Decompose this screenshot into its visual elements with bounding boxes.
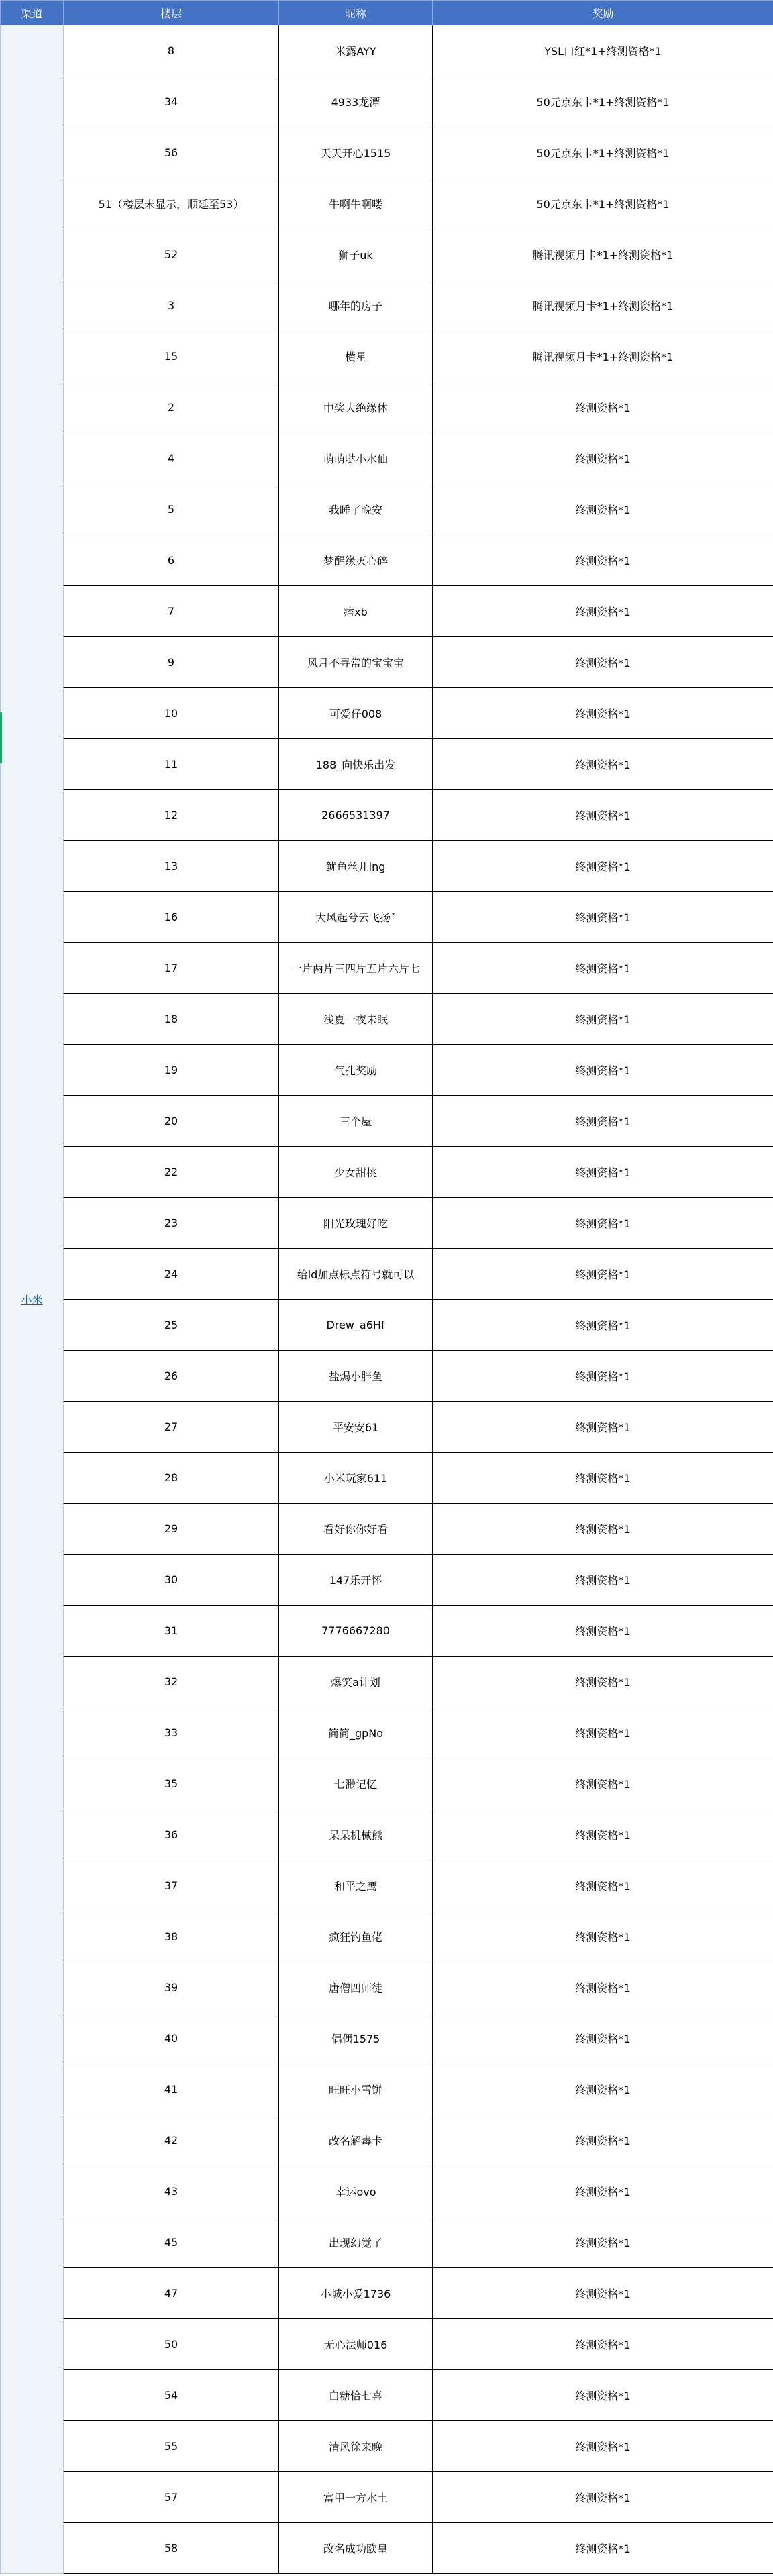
table-row	[1, 1300, 773, 1351]
reward-cell: 50元京东卡*1+终测资格*1	[433, 76, 773, 127]
floor-cell: 4	[64, 433, 279, 484]
channel-link[interactable]: 小米	[1, 25, 64, 2574]
floor-cell: 22	[64, 1147, 279, 1198]
table-row	[1, 1606, 773, 1657]
nickname-cell: 梦醒缘灭心碎	[279, 535, 433, 586]
nickname-cell: 和平之鹰	[279, 1860, 433, 1911]
reward-cell: 终测资格*1	[433, 1860, 773, 1911]
reward-cell: 终测资格*1	[433, 841, 773, 892]
nickname-cell: 4933龙潭	[279, 76, 433, 127]
floor-cell: 31	[64, 1606, 279, 1657]
header-reward: 奖励	[433, 1, 773, 25]
nickname-cell: 少女甜桃	[279, 1147, 433, 1198]
reward-cell: 终测资格*1	[433, 2472, 773, 2523]
nickname-cell: 哪年的房子	[279, 280, 433, 331]
floor-cell: 7	[64, 586, 279, 637]
floor-cell: 47	[64, 2268, 279, 2319]
table-row	[1, 331, 773, 382]
table-row	[1, 1860, 773, 1911]
table-row	[1, 1707, 773, 1758]
nickname-cell: 风月不寻常的宝宝宝	[279, 637, 433, 688]
floor-cell: 30	[64, 1555, 279, 1606]
nickname-cell: 呆呆机械熊	[279, 1809, 433, 1860]
table-row	[1, 1911, 773, 1962]
floor-cell: 27	[64, 1402, 279, 1453]
nickname-cell: 鱿鱼丝儿ing	[279, 841, 433, 892]
floor-cell: 42	[64, 2115, 279, 2166]
nickname-cell: 大风起兮云飞扬ˇ	[279, 892, 433, 943]
nickname-cell: 唐僧四师徒	[279, 1962, 433, 2013]
nickname-cell: 改名成功欧皇	[279, 2523, 433, 2574]
floor-cell: 28	[64, 1453, 279, 1504]
table-row	[1, 688, 773, 739]
floor-cell: 37	[64, 1860, 279, 1911]
reward-cell: 50元京东卡*1+终测资格*1	[433, 178, 773, 229]
floor-cell: 9	[64, 637, 279, 688]
nickname-cell: 浅夏一夜未眠	[279, 994, 433, 1045]
selection-marker	[0, 712, 2, 763]
nickname-cell: 米露AYY	[279, 25, 433, 76]
floor-cell: 19	[64, 1045, 279, 1096]
header-nickname: 昵称	[279, 1, 433, 25]
nickname-cell: 七渺记忆	[279, 1758, 433, 1809]
reward-cell: 终测资格*1	[433, 2013, 773, 2064]
nickname-cell: 188_向快乐出发	[279, 739, 433, 790]
table-row	[1, 637, 773, 688]
reward-cell: 终测资格*1	[433, 484, 773, 535]
nickname-cell: 出现幻觉了	[279, 2217, 433, 2268]
nickname-cell: 中奖大绝缘体	[279, 382, 433, 433]
floor-cell: 43	[64, 2166, 279, 2217]
nickname-cell: 一片两片三四片五片六片七	[279, 943, 433, 994]
floor-cell: 52	[64, 229, 279, 280]
nickname-cell: 狮子uk	[279, 229, 433, 280]
floor-cell: 38	[64, 1911, 279, 1962]
reward-cell: 终测资格*1	[433, 2370, 773, 2421]
reward-cell: 终测资格*1	[433, 2064, 773, 2115]
table-row	[1, 484, 773, 535]
reward-cell: 终测资格*1	[433, 1555, 773, 1606]
reward-cell: 终测资格*1	[433, 1249, 773, 1300]
reward-cell: YSL口红*1+终测资格*1	[433, 25, 773, 76]
reward-cell: 终测资格*1	[433, 1911, 773, 1962]
nickname-cell: 盐焗小胖鱼	[279, 1351, 433, 1402]
floor-cell: 24	[64, 1249, 279, 1300]
reward-cell: 终测资格*1	[433, 1809, 773, 1860]
nickname-cell: 痞xb	[279, 586, 433, 637]
table-row	[1, 2115, 773, 2166]
reward-cell: 终测资格*1	[433, 943, 773, 994]
floor-cell: 56	[64, 127, 279, 178]
reward-cell: 终测资格*1	[433, 1096, 773, 1147]
reward-cell: 终测资格*1	[433, 1707, 773, 1758]
table-row	[1, 1147, 773, 1198]
table-row	[1, 2523, 773, 2574]
nickname-cell: 小米玩家611	[279, 1453, 433, 1504]
table-row	[1, 1453, 773, 1504]
reward-cell: 终测资格*1	[433, 2115, 773, 2166]
table-row	[1, 25, 773, 76]
table-row	[1, 382, 773, 433]
table-row	[1, 2421, 773, 2472]
table-row	[1, 943, 773, 994]
table-row	[1, 2472, 773, 2523]
nickname-cell: 三个屋	[279, 1096, 433, 1147]
table-row	[1, 1249, 773, 1300]
nickname-cell: 小城小爱1736	[279, 2268, 433, 2319]
reward-cell: 终测资格*1	[433, 790, 773, 841]
reward-cell: 终测资格*1	[433, 1045, 773, 1096]
nickname-cell: 清风徐来晚	[279, 2421, 433, 2472]
nickname-cell: 天天开心1515	[279, 127, 433, 178]
nickname-cell: 147乐开怀	[279, 1555, 433, 1606]
table-row	[1, 2217, 773, 2268]
reward-cell: 终测资格*1	[433, 1453, 773, 1504]
table-row	[1, 280, 773, 331]
table-row	[1, 229, 773, 280]
table-row	[1, 433, 773, 484]
header-row	[1, 1, 773, 25]
floor-cell: 45	[64, 2217, 279, 2268]
floor-cell: 23	[64, 1198, 279, 1249]
table-row	[1, 1096, 773, 1147]
floor-cell: 10	[64, 688, 279, 739]
floor-cell: 40	[64, 2013, 279, 2064]
floor-cell: 20	[64, 1096, 279, 1147]
reward-cell: 腾讯视频月卡*1+终测资格*1	[433, 229, 773, 280]
reward-cell: 终测资格*1	[433, 1606, 773, 1657]
reward-cell: 终测资格*1	[433, 2217, 773, 2268]
reward-cell: 终测资格*1	[433, 586, 773, 637]
reward-cell: 终测资格*1	[433, 382, 773, 433]
nickname-cell: 7776667280	[279, 1606, 433, 1657]
nickname-cell: 富甲一方水土	[279, 2472, 433, 2523]
table-row	[1, 892, 773, 943]
reward-cell: 终测资格*1	[433, 2166, 773, 2217]
nickname-cell: 爆笑a计划	[279, 1657, 433, 1707]
reward-cell: 终测资格*1	[433, 433, 773, 484]
table-row	[1, 1809, 773, 1860]
nickname-cell: 无心法师016	[279, 2319, 433, 2370]
table-row	[1, 2013, 773, 2064]
header-floor: 楼层	[64, 1, 279, 25]
nickname-cell: 疯狂钓鱼佬	[279, 1911, 433, 1962]
table-row	[1, 1198, 773, 1249]
nickname-cell: 看好你你好看	[279, 1504, 433, 1555]
reward-cell: 50元京东卡*1+终测资格*1	[433, 127, 773, 178]
reward-cell: 终测资格*1	[433, 688, 773, 739]
floor-cell: 26	[64, 1351, 279, 1402]
nickname-cell: 简简_gpNo	[279, 1707, 433, 1758]
table-body	[1, 25, 773, 2574]
table-row	[1, 127, 773, 178]
floor-cell: 25	[64, 1300, 279, 1351]
floor-cell: 15	[64, 331, 279, 382]
table-row	[1, 2166, 773, 2217]
reward-cell: 终测资格*1	[433, 739, 773, 790]
nickname-cell: 阳光玫瑰好吃	[279, 1198, 433, 1249]
reward-cell: 终测资格*1	[433, 2523, 773, 2574]
floor-cell: 12	[64, 790, 279, 841]
nickname-cell: 平安安61	[279, 1402, 433, 1453]
table-row	[1, 1402, 773, 1453]
reward-cell: 终测资格*1	[433, 637, 773, 688]
reward-cell: 终测资格*1	[433, 1351, 773, 1402]
floor-cell: 57	[64, 2472, 279, 2523]
nickname-cell: 改名解毒卡	[279, 2115, 433, 2166]
floor-cell: 29	[64, 1504, 279, 1555]
table-row	[1, 1351, 773, 1402]
floor-cell: 6	[64, 535, 279, 586]
floor-cell: 8	[64, 25, 279, 76]
floor-cell: 2	[64, 382, 279, 433]
floor-cell: 51（楼层未显示，顺延至53）	[64, 178, 279, 229]
reward-cell: 终测资格*1	[433, 994, 773, 1045]
table-row	[1, 739, 773, 790]
floor-cell: 41	[64, 2064, 279, 2115]
nickname-cell: 横星	[279, 331, 433, 382]
nickname-cell: 萌萌哒小水仙	[279, 433, 433, 484]
floor-cell: 3	[64, 280, 279, 331]
table-row	[1, 535, 773, 586]
floor-cell: 39	[64, 1962, 279, 2013]
floor-cell: 58	[64, 2523, 279, 2574]
floor-cell: 32	[64, 1657, 279, 1707]
table-row	[1, 2370, 773, 2421]
table-row	[1, 1657, 773, 1707]
floor-cell: 54	[64, 2370, 279, 2421]
reward-cell: 终测资格*1	[433, 1198, 773, 1249]
floor-cell: 34	[64, 76, 279, 127]
table-row	[1, 2319, 773, 2370]
reward-cell: 终测资格*1	[433, 1758, 773, 1809]
reward-cell: 腾讯视频月卡*1+终测资格*1	[433, 280, 773, 331]
floor-cell: 13	[64, 841, 279, 892]
reward-cell: 终测资格*1	[433, 1300, 773, 1351]
table-row	[1, 1962, 773, 2013]
table-row	[1, 1758, 773, 1809]
table-row	[1, 2064, 773, 2115]
table-row	[1, 2268, 773, 2319]
table-row	[1, 994, 773, 1045]
header-channel: 渠道	[1, 1, 64, 25]
nickname-cell: 牛啊牛啊喽	[279, 178, 433, 229]
reward-cell: 终测资格*1	[433, 892, 773, 943]
nickname-cell: 偶偶1575	[279, 2013, 433, 2064]
table-row	[1, 178, 773, 229]
floor-cell: 50	[64, 2319, 279, 2370]
floor-cell: 55	[64, 2421, 279, 2472]
floor-cell: 5	[64, 484, 279, 535]
table-row	[1, 586, 773, 637]
floor-cell: 33	[64, 1707, 279, 1758]
floor-cell: 35	[64, 1758, 279, 1809]
reward-cell: 腾讯视频月卡*1+终测资格*1	[433, 331, 773, 382]
nickname-cell: 可爱仔008	[279, 688, 433, 739]
nickname-cell: 白糖恰七喜	[279, 2370, 433, 2421]
nickname-cell: Drew_a6Hf	[279, 1300, 433, 1351]
reward-cell: 终测资格*1	[433, 2319, 773, 2370]
reward-cell: 终测资格*1	[433, 1147, 773, 1198]
floor-cell: 36	[64, 1809, 279, 1860]
nickname-cell: 给id加点标点符号就可以	[279, 1249, 433, 1300]
reward-cell: 终测资格*1	[433, 2268, 773, 2319]
reward-cell: 终测资格*1	[433, 1504, 773, 1555]
floor-cell: 18	[64, 994, 279, 1045]
table-row	[1, 1045, 773, 1096]
floor-cell: 11	[64, 739, 279, 790]
table-row	[1, 76, 773, 127]
nickname-cell: 旺旺小雪饼	[279, 2064, 433, 2115]
reward-cell: 终测资格*1	[433, 1657, 773, 1707]
table-row	[1, 841, 773, 892]
nickname-cell: 气孔奖励	[279, 1045, 433, 1096]
nickname-cell: 幸运ovo	[279, 2166, 433, 2217]
floor-cell: 17	[64, 943, 279, 994]
table-row	[1, 790, 773, 841]
reward-cell: 终测资格*1	[433, 1962, 773, 2013]
nickname-cell: 2666531397	[279, 790, 433, 841]
nickname-cell: 我睡了晚安	[279, 484, 433, 535]
reward-cell: 终测资格*1	[433, 535, 773, 586]
floor-cell: 16	[64, 892, 279, 943]
table-row	[1, 1504, 773, 1555]
table-row	[1, 1555, 773, 1606]
reward-cell: 终测资格*1	[433, 2421, 773, 2472]
reward-cell: 终测资格*1	[433, 1402, 773, 1453]
